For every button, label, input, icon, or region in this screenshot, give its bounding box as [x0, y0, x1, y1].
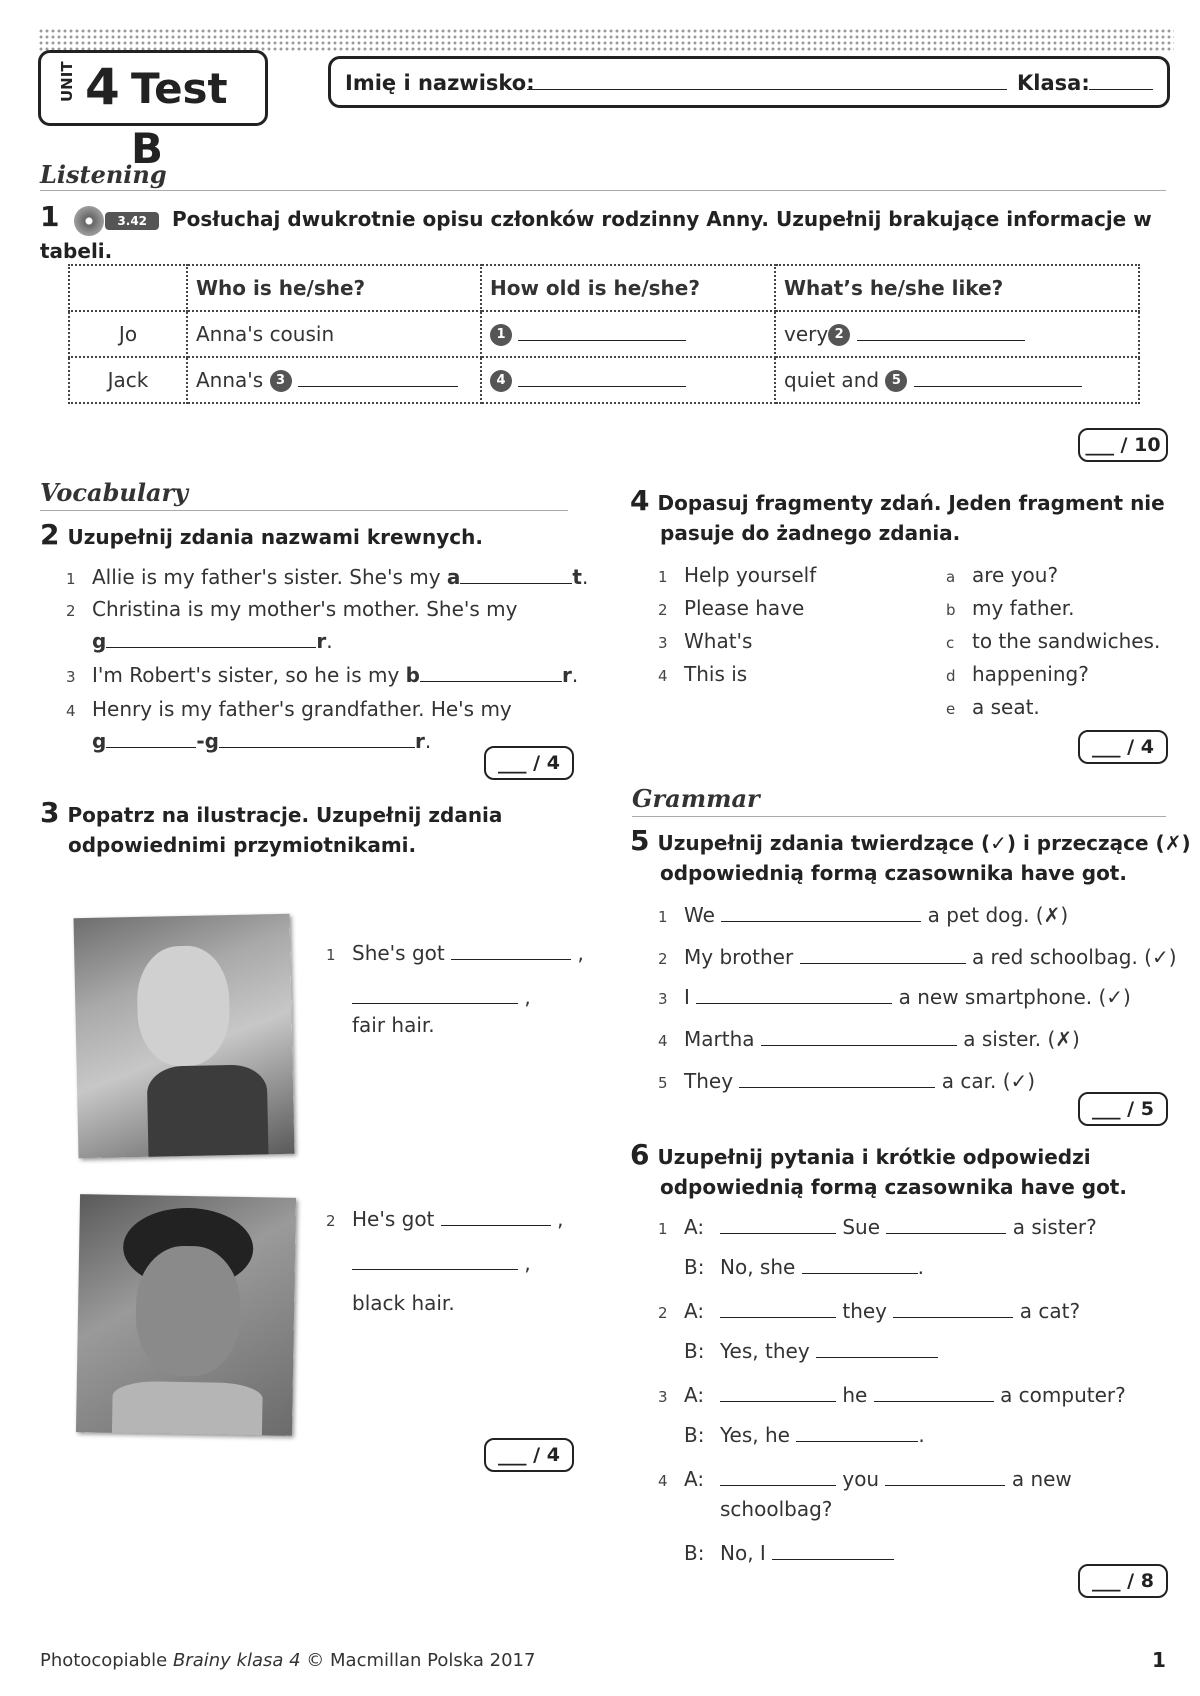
answer-gap[interactable]	[721, 921, 921, 922]
name-class-box	[328, 56, 1170, 108]
dialogue-line-a: 4 A: you a new	[658, 1467, 1072, 1491]
score-box: ___ / 4	[484, 1438, 574, 1472]
list-item: 1 Allie is my father's sister. She's my a t.	[66, 565, 589, 589]
answer-gap[interactable]	[298, 386, 458, 387]
face-shape	[135, 1245, 241, 1377]
task-1-instruction: 1 3.42 Posłuchaj dwukrotnie opisu członków rodzinny Anny. Uzupełnij brakujące informacje w tabeli.	[40, 200, 1152, 263]
answer-gap[interactable]	[420, 681, 562, 682]
task-6-instruction: 6 Uzupełnij pytania i krótkie odpowiedzi odpowiednią formą czasownika have got.	[630, 1138, 1127, 1199]
page-number: 1	[1152, 1648, 1166, 1672]
list-item: 1 She's got ,	[326, 941, 584, 965]
list-item: 5 They a car. (✓)	[658, 1069, 1036, 1093]
photo-woman-long-hair	[74, 914, 295, 1158]
list-item: e a seat.	[946, 695, 1040, 719]
dialogue-line-b: B: No, I	[684, 1538, 894, 1568]
test-title: Test B	[131, 64, 228, 173]
dialogue-line-b: B: Yes, they	[684, 1336, 938, 1366]
name-label: Imię i nazwisko:	[345, 71, 535, 95]
answer-gap[interactable]	[874, 1401, 994, 1402]
list-item-continuation: ,	[352, 982, 531, 1012]
gap-number-badge: 5	[885, 370, 907, 392]
answer-gap[interactable]	[106, 647, 316, 648]
divider	[40, 190, 1166, 191]
task-5-instruction: 5 Uzupełnij zdania twierdzące (✓) i przeczące (✗) odpowiednią formą czasownika have got.	[630, 824, 1191, 885]
photo-man-curly-hair	[76, 1194, 296, 1436]
face-shape	[136, 945, 230, 1067]
header-dot-pattern	[38, 28, 1174, 52]
footer-copyright: Photocopiable Brainy klasa 4 © Macmillan Polska 2017	[40, 1650, 536, 1671]
answer-gap[interactable]	[796, 1441, 918, 1442]
score-box: ___ / 10	[1078, 428, 1168, 462]
gap-number-badge: 1	[490, 324, 512, 346]
answer-gap[interactable]	[451, 959, 571, 960]
table-row: Jo Anna's cousin 1 very 2	[69, 311, 1139, 357]
score-box: ___ / 4	[1078, 730, 1168, 764]
track-number: 3.42	[105, 212, 159, 230]
answer-gap[interactable]	[352, 1003, 518, 1004]
list-item: b my father.	[946, 596, 1075, 620]
unit-number: 4	[85, 58, 120, 116]
section-title-vocabulary: Vocabulary	[40, 478, 189, 507]
dialogue-line-a-continuation: schoolbag?	[720, 1497, 833, 1521]
table-row: Jack Anna's 3 4 quiet and 5	[69, 357, 1139, 403]
listening-table	[68, 264, 1140, 404]
answer-gap[interactable]	[761, 1045, 957, 1046]
list-item: 1 We a pet dog. (✗)	[658, 903, 1069, 927]
dialogue-line-a: 2 A: they a cat?	[658, 1299, 1081, 1323]
answer-gap[interactable]	[219, 747, 415, 748]
list-item: d happening?	[946, 662, 1089, 686]
answer-gap[interactable]	[914, 386, 1082, 387]
list-item: 2 My brother a red schoolbag. (✓)	[658, 945, 1177, 969]
list-item: 3 I'm Robert's sister, so he is my b r.	[66, 663, 579, 687]
answer-gap[interactable]	[696, 1003, 892, 1004]
list-item-continuation: fair hair.	[352, 1013, 435, 1037]
class-field[interactable]	[1089, 89, 1153, 90]
dialogue-line-b: B: No, she .	[684, 1255, 925, 1279]
list-item: 4 Henry is my father's grandfather. He's my	[66, 697, 512, 721]
answer-gap[interactable]	[518, 340, 686, 341]
score-box: ___ / 4	[484, 746, 574, 780]
task-3-instruction: 3 Popatrz na ilustracje. Uzupełnij zdania odpowiednimi przymiotnikami.	[40, 796, 503, 857]
list-item: 1 Help yourself	[658, 563, 817, 587]
dialogue-line-a: 1 A: Sue a sister?	[658, 1215, 1097, 1239]
answer-gap[interactable]	[720, 1317, 836, 1318]
list-item: 4 This is	[658, 662, 748, 686]
answer-gap[interactable]	[772, 1559, 894, 1560]
list-item: a are you?	[946, 563, 1059, 587]
divider	[632, 816, 1166, 817]
dialogue-line-b: B: Yes, he .	[684, 1423, 925, 1447]
gap-number-badge: 4	[490, 370, 512, 392]
list-item: 4 Martha a sister. (✗)	[658, 1027, 1080, 1051]
answer-gap[interactable]	[720, 1485, 836, 1486]
divider	[40, 510, 568, 511]
score-box: ___ / 5	[1078, 1092, 1168, 1126]
task-2-instruction: 2 Uzupełnij zdania nazwami krewnych.	[40, 518, 484, 551]
list-item-continuation: black hair.	[352, 1291, 455, 1315]
name-field[interactable]	[527, 89, 1007, 90]
answer-gap[interactable]	[441, 1225, 551, 1226]
task-4-instruction: 4 Dopasuj fragmenty zdań. Jeden fragment nie pasuje do żadnego zdania.	[630, 484, 1165, 545]
answer-gap[interactable]	[800, 963, 966, 964]
answer-gap[interactable]	[802, 1273, 918, 1274]
list-item: 2 Please have	[658, 596, 805, 620]
section-title-listening: Listening	[40, 160, 167, 189]
list-item: 3 I a new smartphone. (✓)	[658, 985, 1131, 1009]
list-item-continuation: g -g r.	[92, 729, 432, 753]
answer-gap[interactable]	[886, 1233, 1006, 1234]
list-item-continuation: g r.	[92, 629, 333, 653]
answer-gap[interactable]	[857, 340, 1025, 341]
table-header-row: Who is he/she? How old is he/she? What’s he/she like?	[69, 265, 1139, 311]
unit-label: UNIT	[58, 61, 76, 102]
list-item: c to the sandwiches.	[946, 629, 1161, 653]
shirt-shape	[112, 1381, 263, 1436]
list-item-continuation: ,	[352, 1248, 531, 1278]
class-label: Klasa:	[1017, 71, 1090, 95]
answer-gap[interactable]	[720, 1233, 836, 1234]
audio-cd-icon	[74, 206, 104, 236]
answer-gap[interactable]	[893, 1317, 1013, 1318]
list-item: 2 Christina is my mother's mother. She's my	[66, 597, 518, 621]
gap-number-badge: 3	[270, 370, 292, 392]
dialogue-line-a: 3 A: he a computer?	[658, 1383, 1126, 1407]
answer-gap[interactable]	[816, 1357, 938, 1358]
unit-badge	[38, 50, 268, 173]
gap-number-badge: 2	[828, 324, 850, 346]
answer-gap[interactable]	[460, 583, 572, 584]
answer-gap[interactable]	[352, 1269, 518, 1270]
answer-gap[interactable]	[739, 1087, 935, 1088]
answer-gap[interactable]	[720, 1401, 836, 1402]
answer-gap[interactable]	[885, 1485, 1005, 1486]
score-box: ___ / 8	[1078, 1564, 1168, 1598]
list-item: 2 He's got ,	[326, 1207, 564, 1231]
answer-gap[interactable]	[518, 386, 686, 387]
answer-gap[interactable]	[106, 747, 196, 748]
section-title-grammar: Grammar	[632, 784, 760, 813]
scarf-shape	[147, 1064, 269, 1156]
list-item: 3 What's	[658, 629, 753, 653]
